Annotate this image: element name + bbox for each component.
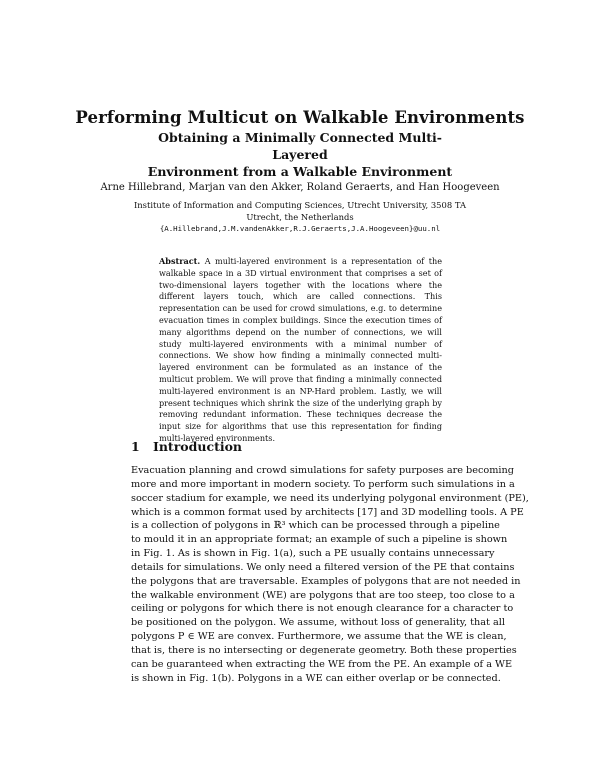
body-line: ceiling or polygons for which there is not enough clearance for a character to	[131, 603, 514, 615]
paper-subtitle	[140, 129, 460, 180]
abstract-label: Abstract.	[159, 256, 201, 266]
affiliation-line-1: Institute of Information and Computing Sciences, Utrecht University, 3508 TA	[133, 200, 466, 210]
body-line: the walkable environment (WE) are polygons that are too steep, too close to a	[131, 589, 515, 601]
body-line: Evacuation planning and crowd simulations for safety purposes are becoming	[131, 465, 514, 476]
paper-title: Performing Multicut on Walkable Environments	[75, 108, 525, 127]
body-text	[131, 464, 529, 686]
body-line: be positioned on the polygon. We assume, without loss of generality, that all	[131, 617, 505, 629]
body-line: details for simulations. We only need a filtered version of the PE that contains	[131, 561, 515, 573]
body-line: polygons P ∈ WE are convex. Furthermore, we assume that the WE is clean,	[131, 631, 507, 643]
body-line: can be guaranteed when extracting the WE from the PE. An example of a WE	[131, 658, 513, 670]
body-line: in Fig. 1. As is shown in Fig. 1(a), such a PE usually contains unnecessary	[131, 548, 495, 560]
body-line: the polygons that are traversable. Examples of polygons that are not needed in	[131, 575, 521, 587]
body-line: that is, there is no intersecting or degenerate geometry. Both these properties	[131, 644, 517, 656]
author-list: Arne Hillebrand, Marjan van den Akker, Roland Geraerts, and Han Hoogeveen	[100, 182, 500, 193]
body-line: is a collection of polygons in ℝ³ which can be processed through a pipeline	[131, 520, 500, 532]
section-number: 1	[131, 439, 140, 454]
section-heading	[131, 439, 242, 454]
abstract	[159, 256, 442, 445]
body-line: more and more important in modern society. To perform such simulations in a	[131, 478, 515, 490]
body-line: soccer stadium for example, we need its underlying polygonal environment (PE),	[131, 492, 529, 504]
affiliation-line-2: Utrecht, the Netherlands	[246, 212, 354, 222]
body-line: is shown in Fig. 1(b). Polygons in a WE can either overlap or be connected.	[131, 672, 501, 684]
subtitle-line-2: Environment from a Walkable Environment	[147, 164, 453, 179]
subtitle-line-1: Obtaining a Minimally Connected Multi-Layered	[158, 130, 442, 162]
section-title: Introduction	[153, 439, 243, 454]
body-line: to mould it in an appropriate format; an example of such a pipeline is shown	[131, 534, 508, 546]
body-line: which is a common format used by architects [17] and 3D modelling tools. A PE	[131, 506, 524, 518]
affiliation	[130, 199, 470, 235]
abstract-text: A multi-layered environment is a representation of the walkable space in a 3D virtual environment that comprises a set of two-dimensional layers together with the locations where the different layers touch, which are called connections. This representation can be used for crowd simulations, e.g. to determine evacuation times in complex buildings. Since the execution times of many algorithms depend on the number of connections, we will study multi-layered environments with a minimal number of connections. We show how finding a minimally connected multi-layered environment can be formulated as an instance of the multicut problem. We will prove that finding a minimally connected multi-layered environment is an NP-Hard problem. Lastly, we will present techniques which shrink the size of the underlying graph by removing redundant information. These techniques decrease the input size for algorithms that use this representation for finding multi-layered environments.	[159, 256, 442, 443]
author-emails: {A.Hillebrand,J.M.vandenAkker,R.J.Geraerts,J.A.Hoogeveen}@uu.nl	[159, 224, 441, 233]
